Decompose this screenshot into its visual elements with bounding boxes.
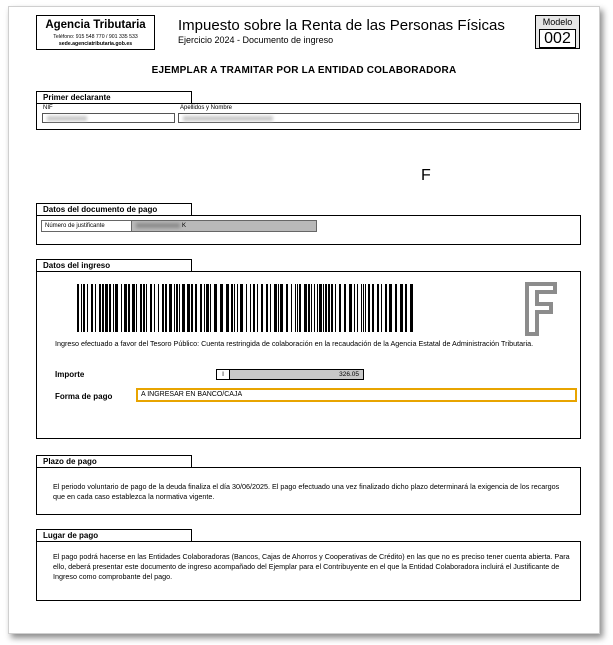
barcode-bar [204, 284, 205, 332]
forma-pago-field: A INGRESAR EN BANCO/CAJA [136, 388, 577, 402]
barcode-bar [128, 284, 130, 332]
nombre-redacted [183, 116, 273, 121]
barcode-bar [143, 284, 145, 332]
justificante-field [41, 220, 317, 232]
barcode-bar [319, 284, 322, 332]
barcode-bar [295, 284, 296, 332]
barcode-bar [361, 284, 362, 332]
barcode-bar [291, 284, 292, 332]
barcode-bar [95, 284, 96, 332]
section-primer-declarante [36, 103, 581, 130]
barcode-bar [162, 284, 164, 332]
nombre-field [178, 113, 579, 123]
barcode-bar [87, 284, 88, 332]
barcode-bar [214, 284, 217, 332]
barcode-bar [146, 284, 147, 332]
barcode-bar [395, 284, 397, 332]
barcode-bar [140, 284, 142, 332]
barcode-bar [165, 284, 167, 332]
barcode-bar [410, 284, 413, 332]
barcode-bar [365, 284, 366, 332]
importe-field [216, 369, 364, 380]
justificante-label: Número de justificante [42, 221, 132, 231]
barcode-bar [381, 284, 382, 332]
barcode-bar [174, 284, 175, 332]
barcode-bar [91, 284, 93, 332]
barcode-bar [115, 284, 118, 332]
barcode-bar [83, 284, 85, 332]
barcode-bar [400, 284, 403, 332]
ingreso-text: Ingreso efectuado a favor del Tesoro Público: Cuenta restringida de colaboración en la recaudación de la Agencia Estatal de Administración Tributaria. [55, 339, 534, 348]
barcode-bar [176, 284, 178, 332]
barcode-bar [377, 284, 379, 332]
barcode-bar [339, 284, 341, 332]
nif-label: NIF [43, 105, 53, 111]
modelo-number: 002 [539, 29, 576, 48]
barcode-bar [237, 284, 238, 332]
barcode-bar [331, 284, 333, 332]
barcode-bar [234, 284, 235, 332]
barcode-bar [311, 284, 312, 332]
forma-pago-label: Forma de pago [55, 392, 113, 401]
barcode-bar [405, 284, 407, 332]
barcode-bar [81, 284, 82, 332]
barcode-bar [270, 284, 271, 332]
letter-f-text: F [421, 167, 431, 184]
lugar-text: El pago podrá hacerse en las Entidades Colaboradoras (Bancos, Cajas de Ahorros y Cooperativas de Crédito) en las que no es preciso tener cuenta abierta. Para ello, deberá presentar este documento de ingreso acompañado del Ejemplar para el Contribuyente en el que la Entidad Colaboradora incluirá el Justificante de Ingreso como comprobante del pago. [53, 552, 570, 581]
barcode-bar [206, 284, 209, 332]
section-plazo [36, 467, 581, 515]
euro-icon: I [217, 370, 230, 379]
barcode-bar [253, 284, 255, 332]
section-title-primer-declarante: Primer declarante [36, 91, 192, 103]
barcode-bar [158, 284, 159, 332]
barcode-bar [220, 284, 223, 332]
document-page [8, 6, 600, 634]
barcode-bar [363, 284, 364, 332]
barcode-bar [150, 284, 152, 332]
section-title-plazo: Plazo de pago [36, 455, 192, 467]
barcode-bar [195, 284, 197, 332]
barcode-bar [102, 284, 104, 332]
barcode [77, 284, 417, 332]
nombre-label: Apellidos y Nombre [180, 105, 233, 111]
modelo-label: Modelo [542, 17, 573, 27]
barcode-bar [286, 284, 288, 332]
barcode-bar [250, 284, 251, 332]
barcode-bar [113, 284, 114, 332]
barcode-bar [274, 284, 277, 332]
barcode-bar [210, 284, 211, 332]
barcode-bar [325, 284, 327, 332]
barcode-bar [132, 284, 135, 332]
section-documento-pago [36, 215, 581, 245]
barcode-bar [182, 284, 185, 332]
barcode-bar [335, 284, 336, 332]
barcode-bar [344, 284, 346, 332]
section-title-lugar: Lugar de pago [36, 529, 192, 541]
barcode-bar [257, 284, 258, 332]
barcode-bar [231, 284, 233, 332]
letter-f-mark [421, 167, 565, 338]
justificante-value [132, 221, 316, 231]
barcode-bar [246, 284, 247, 332]
barcode-bar [385, 284, 387, 332]
barcode-bar [191, 284, 193, 332]
agency-name: Agencia Tributaria [45, 19, 146, 31]
barcode-bar [304, 284, 307, 332]
justificante-redacted [136, 223, 180, 228]
barcode-bar [154, 284, 155, 332]
nif-field [42, 113, 175, 123]
agency-phone: Teléfono: 915 548 770 / 901 335 533 [53, 34, 138, 40]
barcode-bar [357, 284, 358, 332]
barcode-bar [297, 284, 298, 332]
section-title-documento-pago: Datos del documento de pago [36, 203, 192, 215]
barcode-bar [77, 284, 79, 332]
barcode-bar [323, 284, 324, 332]
section-lugar [36, 541, 581, 601]
barcode-bar [308, 284, 310, 332]
barcode-bar [226, 284, 229, 332]
document-subtitle: Ejercicio 2024 - Documento de ingreso [178, 35, 334, 45]
barcode-bar [299, 284, 301, 332]
barcode-bar [328, 284, 330, 332]
section-title-datos-ingreso: Datos del ingreso [36, 259, 192, 271]
barcode-bar [240, 284, 243, 332]
ejemplar-heading: EJEMPLAR A TRAMITAR POR LA ENTIDAD COLABORADORA [151, 65, 457, 76]
barcode-bar [280, 284, 283, 332]
barcode-bar [136, 284, 137, 332]
importe-value: 326.05 [230, 370, 363, 379]
agency-logo-box [36, 15, 155, 50]
barcode-bar [200, 284, 202, 332]
barcode-bar [105, 284, 108, 332]
barcode-bar [349, 284, 352, 332]
barcode-bar [372, 284, 374, 332]
barcode-bar [354, 284, 355, 332]
barcode-bar [368, 284, 370, 332]
agency-website: sede.agenciatributaria.gob.es [58, 41, 133, 47]
barcode-bar [99, 284, 101, 332]
importe-label: Importe [55, 370, 85, 379]
barcode-bar [179, 284, 180, 332]
barcode-bar [389, 284, 392, 332]
barcode-bar [187, 284, 190, 332]
document-title: Impuesto sobre la Renta de las Personas Físicas [178, 17, 505, 34]
barcode-bar [278, 284, 279, 332]
barcode-bar [124, 284, 127, 332]
modelo-box [535, 15, 580, 49]
barcode-bar [261, 284, 263, 332]
barcode-bar [317, 284, 318, 332]
justificante-suffix: K [182, 223, 187, 229]
barcode-bar [169, 284, 172, 332]
barcode-bar [314, 284, 315, 332]
plazo-text: El periodo voluntario de pago de la deuda finaliza el día 30/06/2025. El pago efectuado una vez finalizado dicho plazo determinará la exigencia de los recargos que en cada caso establezca la normativa vigente. [53, 482, 560, 501]
barcode-bar [121, 284, 122, 332]
nif-redacted [47, 116, 87, 121]
barcode-bar [109, 284, 111, 332]
barcode-bar [266, 284, 268, 332]
